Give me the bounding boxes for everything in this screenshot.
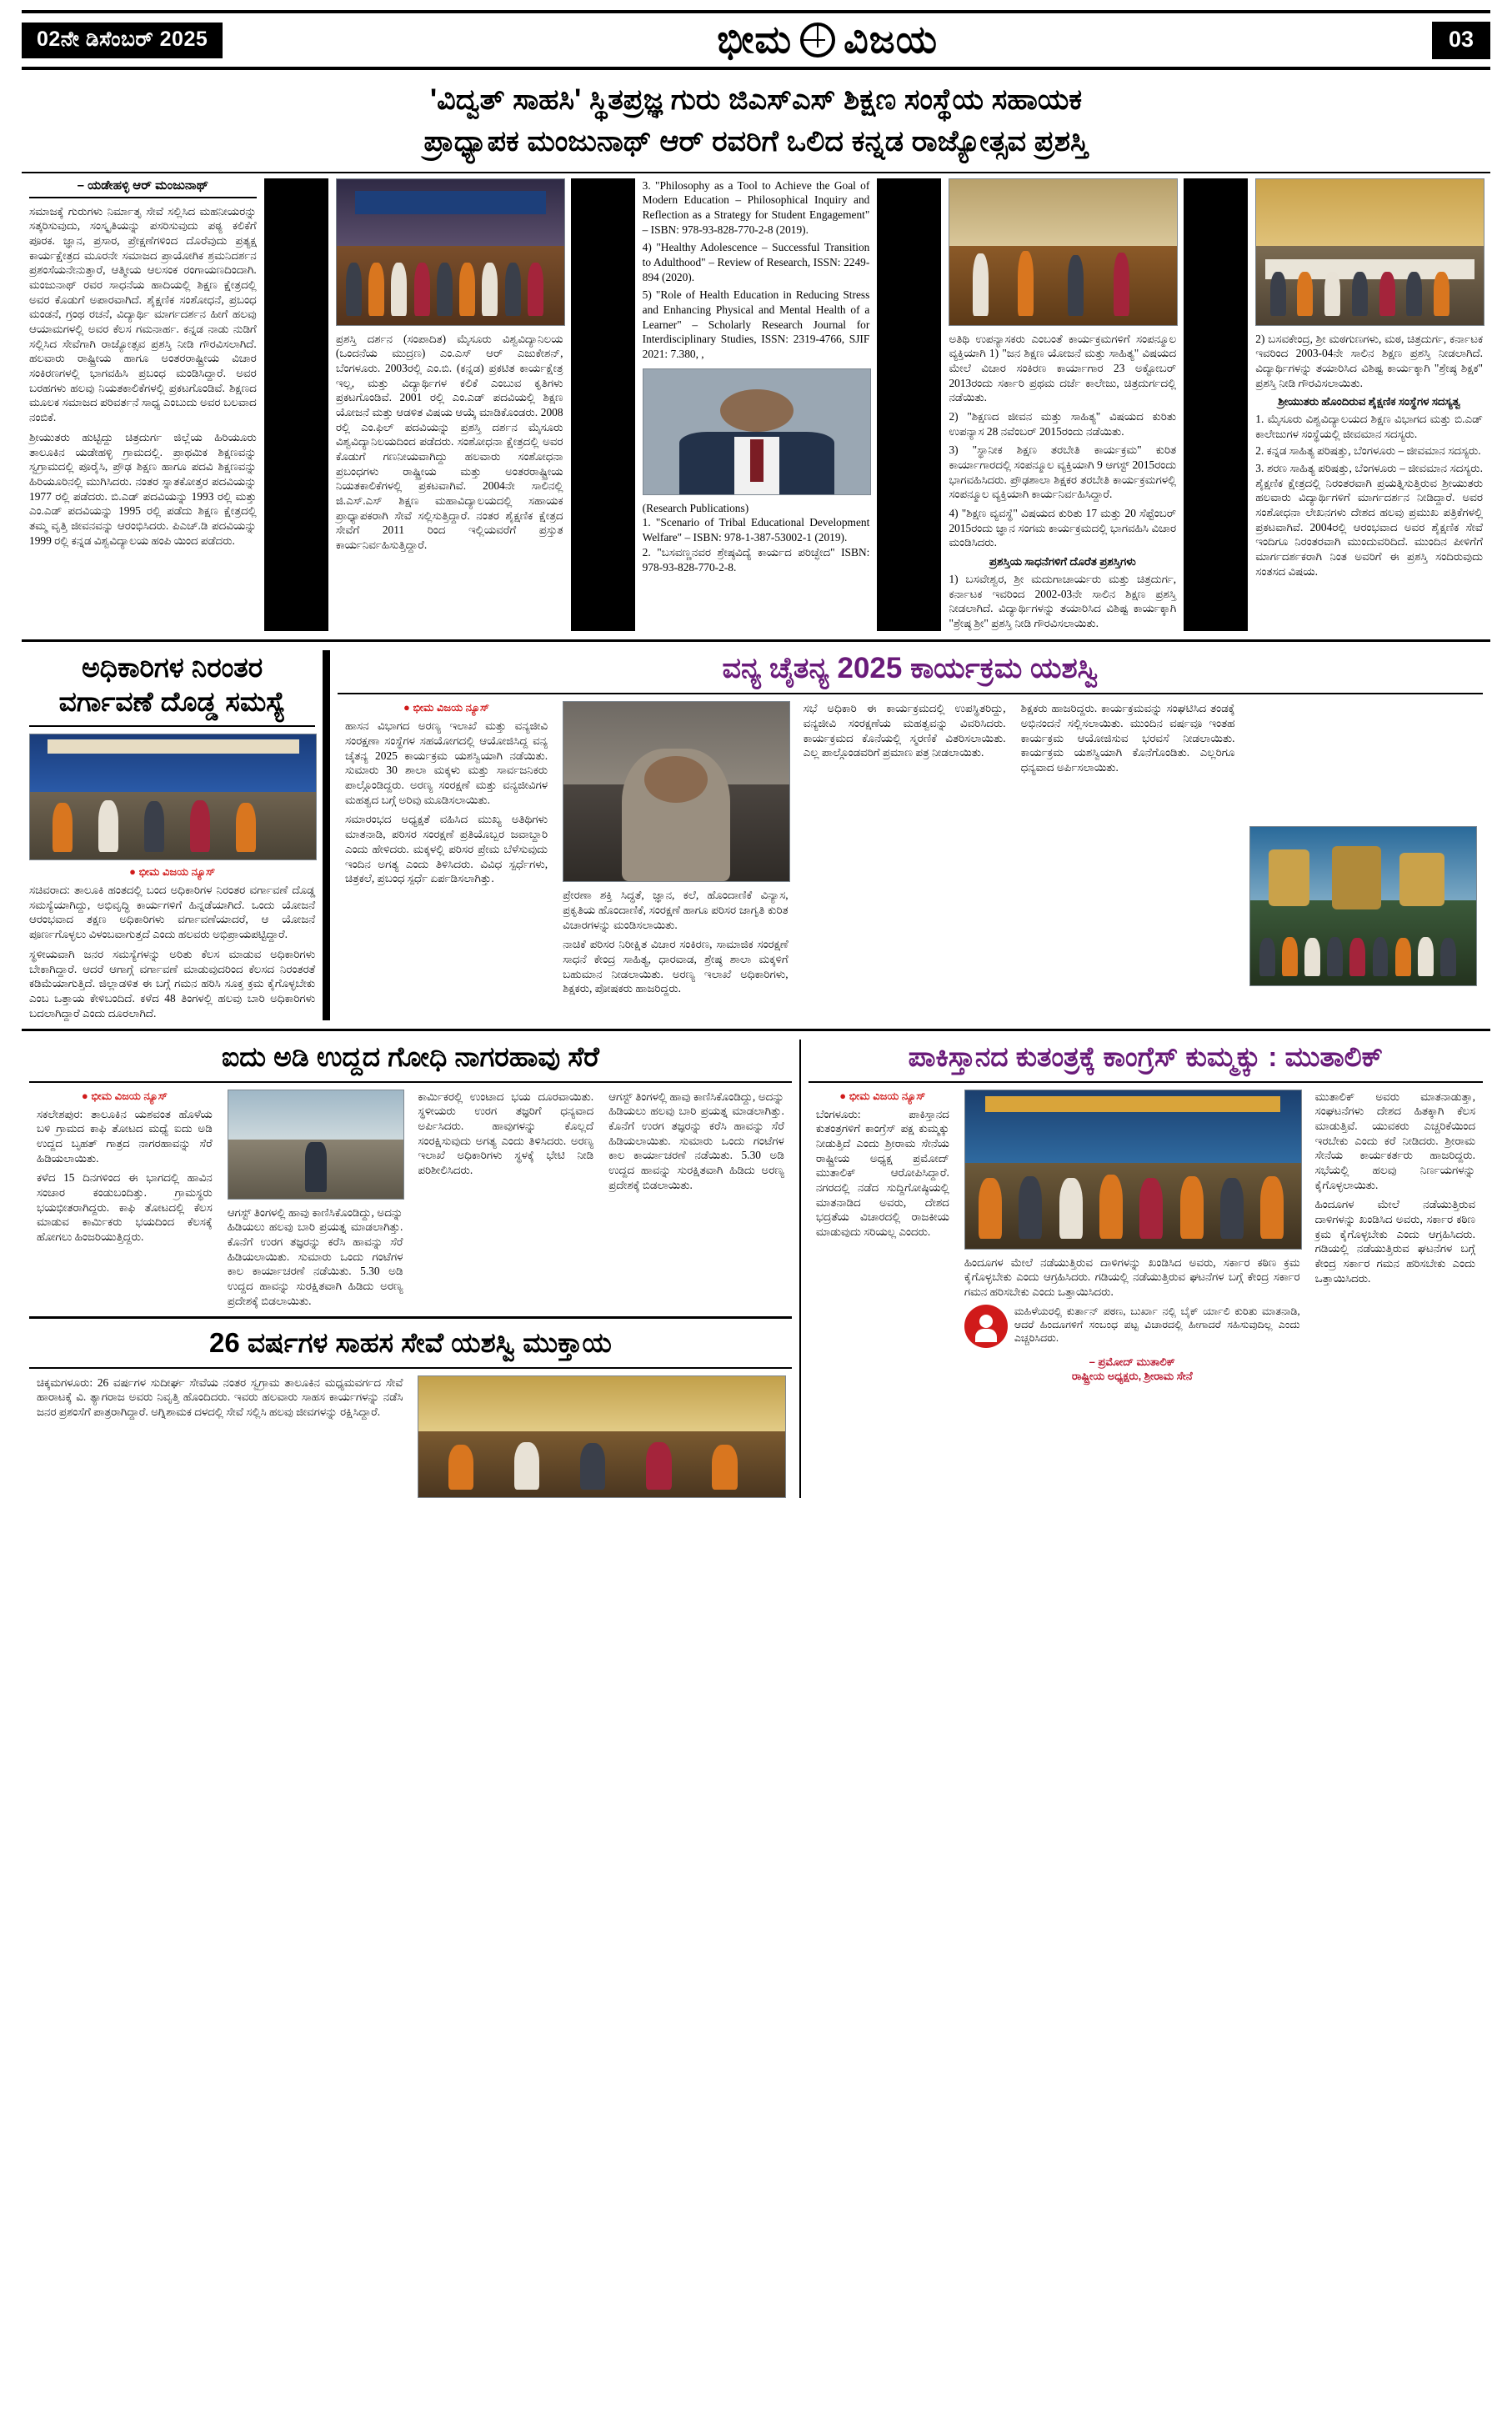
- lead-col5b-text: 1. ಮೈಸೂರು ವಿಶ್ವವಿದ್ಯಾಲಯದ ಶಿಕ್ಷಣ ವಿಭಾಗದ ಮತ್ತು ಬಿ.ಎಡ್ ಕಾಲೇಜುಗಳ ಸಂಸ್ಥೆಯಲ್ಲಿ ಜೀವಮಾನ ಸದಸ್ಯರು.: [1255, 412, 1483, 440]
- professor-portrait-photo: [643, 368, 872, 495]
- section6-signature-name: – ಪ್ರಮೋದ್ ಮುತಾಲಿಕ್: [1089, 1355, 1175, 1368]
- section4-headline: ಐದು ಅಡಿ ಉದ್ದದ ಗೋಧಿ ನಾಗರಹಾವು ಸೆರೆ: [221, 1041, 599, 1073]
- meeting-hall-long-table-photo: [1255, 178, 1484, 326]
- felicitation-garland-photo: [949, 178, 1178, 326]
- bottom-band: [22, 1040, 1490, 1497]
- page-number: 03: [1432, 22, 1490, 59]
- section3-col5-text: ಶಿಕ್ಷಕರು ಹಾಜರಿದ್ದರು. ಕಾರ್ಯಕ್ರಮವನ್ನು ಸಂಘಟಿಸಿದ ತಂಡಕ್ಕೆ ಅಭಿನಂದನೆ ಸಲ್ಲಿಸಲಾಯಿತು. ಮುಂದಿನ ವರ್ಷವೂ ಇಂತಹ ಕಾರ್ಯಕ್ರಮ ಆಯೋಜಿಸುವ ಭರವಸೆ ನೀಡಲಾಯಿತು. ಕಾರ್ಯಕ್ರಮ ಯಶಸ್ವಿಯಾಗಿ ಕೊನೆಗೊಂಡಿತು. ಎಲ್ಲರಿಗೂ ಧನ್ಯವಾದ ಅರ್ಪಿಸಲಾಯಿತು.: [1020, 702, 1235, 774]
- newspaper-title-part2: ವಿಜಯ: [844, 18, 938, 61]
- lead-col4-text: ಅತಿಥಿ ಉಪನ್ಯಾಸಕರು ಎಂಬಂತೆ ಕಾರ್ಯಕ್ರಮಗಳಿಗೆ ಸಂಪನ್ಮೂಲ ವ್ಯಕ್ತಿಯಾಗಿ 1) "ಜನ ಶಿಕ್ಷಣ ಯೋಜನೆ ಮತ್ತು ಸಾಹಿತ್ಯ" ವಿಷಯದ ಮೇಲೆ ವಿಚಾರ ಸಂಕಿರಣ ಕಾರ್ಯಾಗಾರ 23 ಅಕ್ಟೋಬರ್ 2013ರಂದು ಸರ್ಕಾರಿ ಪ್ರಥಮ ದರ್ಜೆ ಕಾಲೇಜು, ಚಿತ್ರದುರ್ಗದಲ್ಲಿ ನಡೆಯಿತು.: [949, 332, 1177, 404]
- ashoka-chakra-icon: [800, 23, 835, 58]
- lead-publication-item-2: 2. "ಬಸವಣ್ಣನವರ ಶ್ರೇಷ್ಠವಿದ್ಯೆ ಕಾರ್ಯದ ಪರಿಚ್ಛೇದ" ISBN: 978-93-828-770-2-8.: [642, 545, 870, 574]
- section6-signature-title: ರಾಷ್ಟ್ರೀಯ ಅಧ್ಯಕ್ಷರು, ಶ್ರೀರಾಮ ಸೇನೆ: [1071, 1370, 1193, 1383]
- section2-col1-text: ಸಚಿವರಾದ: ತಾಲೂಕಿ ಹಂತದಲ್ಲಿ ಬಂದ ಅಧಿಕಾರಿಗಳ ನಿರಂತರ ವರ್ಗಾವಣೆ ದೊಡ್ಡ ಸಮಸ್ಯೆಯಾಗಿದ್ದು, ಅಭಿವೃದ್ಧಿ ಕಾರ್ಯಗಳಿಗೆ ಹಿನ್ನಡೆಯಾಗಿದೆ. ಒಂದು ಯೋಜನೆ ಆರಂಭವಾದ ತಕ್ಷಣ ಅಧಿಕಾರಿಗಳು ವರ್ಗಾವಣೆಯಾದರೆ, ಆ ಯೋಜನೆ ಪೂರ್ಣಗೊಳ್ಳಲು ವಿಳಂಬವಾಗುತ್ತದೆ ಎಂದು ಹಲವರು ಅಭಿಪ್ರಾಯಪಟ್ಟಿದ್ದಾರೆ.: [29, 884, 316, 941]
- section4-col3-dup-text: ಆಗಸ್ಟ್ ತಿಂಗಳಲ್ಲಿ ಹಾವು ಕಾಣಿಸಿಕೊಂಡಿದ್ದು, ಅದನ್ನು ಹಿಡಿಯಲು ಹಲವು ಬಾರಿ ಪ್ರಯತ್ನ ಮಾಡಲಾಗಿತ್ತು. ಕೊನೆಗೆ ಉರಗ ತಜ್ಞರನ್ನು ಕರೆಸಿ ಹಾವನ್ನು ಸೆರೆ ಹಿಡಿಯಲಾಯಿತು. ಸುಮಾರು ಒಂದು ಗಂಟೆಗಳ ಕಾಲ ಕಾರ್ಯಾಚರಣೆ ನಡೆಯಿತು. 5.30 ಅಡಿ ಉದ್ದದ ಹಾವನ್ನು ಸುರಕ್ಷಿತವಾಗಿ ಹಿಡಿದು ಅರಣ್ಯ ಪ್ರದೇಶಕ್ಕೆ ಬಿಡಲಾಯಿತು.: [608, 1090, 784, 1191]
- journalists-union-banner-photo: [29, 734, 317, 860]
- award-ceremony-stage-photo: [336, 178, 565, 326]
- lead-col2-text: ಪ್ರಶಸ್ತಿ ದರ್ಶನ (ಸಂಪಾದಿತ) ಮೈಸೂರು ವಿಶ್ವವಿದ್ಯಾನಿಲಯ (ಒಂದನೆಯ ಮುದ್ರಣ) ಎಂ.ಎಸ್ ಆರ್ ಎಜುಕೇಶನ್, ಬೆಂಗಳೂರು. 2003ರಲ್ಲಿ ಎಂ.ಬಿ. (ಕನ್ನಡ) ಪ್ರಕಟಿತ ಕಾರ್ಯಕ್ಷೇತ್ರ ಇಲ್ಲ, ಮತ್ತು ವಿದ್ಯಾರ್ಥಿಗಳ ಕಲಿಕೆ ಎಂಬುವ ಕೃತಿಗಳು ಪ್ರಕಟಗೊಂಡಿವೆ. 2001 ರಲ್ಲಿ ಎಂ.ಎಡ್ ಪದವಿಯಲ್ಲಿ ಶಿಕ್ಷಣ ಯೋಜನೆ ಮತ್ತು ಆಡಳಿತ ವಿಷಯ ಆಯ್ಕೆ ಮಾಡಿಕೊಂಡರು. 2008 ರಲ್ಲಿ ಎಂ.ಫಿಲ್ ಪದವಿಯನ್ನು ಪ್ರಶಸ್ತಿ ದರ್ಶನ ಮೈಸೂರು ವಿಶ್ವವಿದ್ಯಾನಿಲಯದಿಂದ ಪಡೆದರು. ಸಂಶೋಧನಾ ಕ್ಷೇತ್ರದಲ್ಲಿ ಅವರ ಕೊಡುಗೆ ಗಣನೀಯವಾಗಿದ್ದು ಹಲವಾರು ಸಂಶೋಧನಾ ಪ್ರಬಂಧಗಳು ರಾಷ್ಟ್ರೀಯ ಮತ್ತು ಅಂತರರಾಷ್ಟ್ರೀಯ ನಿಯತಕಾಲಿಕೆಗಳಲ್ಲಿ ಪ್ರಕಟವಾಗಿವೆ. 2004ನೇ ಸಾಲಿನಲ್ಲಿ ಜಿ.ಎಸ್.ಎಸ್ ಶಿಕ್ಷಣ ಮಹಾವಿದ್ಯಾಲಯದಲ್ಲಿ ಸಹಾಯಕ ಪ್ರಾಧ್ಯಾಪಕರಾಗಿ ಸೇವೆ ಸಲ್ಲಿಸುತ್ತಿದ್ದಾರೆ. ನಂತರ ಶೈಕ್ಷಣಿಕ ಕ್ಷೇತ್ರದ ಸೇವೆಗೆ 2011 ರಿಂದ ಇಲ್ಲಿಯವರೆಗೆ ಪ್ರಸ್ತುತ ಕಾರ್ಯನಿರ್ವಹಿಸುತ್ತಿದ್ದಾರೆ.: [335, 332, 563, 552]
- section3-col3b-text: ನಾಚಿಕೆ ಪರಿಸರ ನಿರೀಕ್ಷಿತ ವಿಚಾರ ಸಂಕಿರಣ, ಸಾಮಾಜಿಕ ಸಂರಕ್ಷಣೆ ಸಾಧನೆ ಕೇಂದ್ರ ಸಾಹಿತ್ಯ, ಧಾರವಾಡ, ಶ್ರೇಷ್ಠ ಶಾಲಾ ಮಕ್ಕಳಿಗೆ ಬಹುಮಾನ ನೀಡಲಾಯಿತು. ಅರಣ್ಯ ಇಲಾಖೆ ಅಧಿಕಾರಿಗಳು, ಶಿಕ್ಷಕರು, ಪೋಷಕರು ಹಾಜರಿದ್ದರು.: [563, 938, 789, 995]
- lead-col1-text: ಸಮಾಜಕ್ಕೆ ಗುರುಗಳು ನಿರ್ಮಾತೃ ಸೇವೆ ಸಲ್ಲಿಸಿದ ಮಹನೀಯರನ್ನು ಸತ್ಕರಿಸುವುದು, ಸಂಸ್ಕೃತಿಯನ್ನು ಪಸರಿಸುವುದು ಪಠ್ಯ ಕಲಿಕೆಗೆ ಪೂರಕ. ಜ್ಞಾನ, ಪ್ರಸಾರ, ಪ್ರೇಕ್ಷಣೆಗಳಿಂದ ದೊರೆವುದು ಪ್ರತ್ಯಕ್ಷ ಕಾರ್ಯಕ್ಷೇತ್ರದ ಮೂರನೇ ಸಮಾಜದ ಪ್ರಾಯೋಗಿಕ ಶ್ರಮನಿದರ್ಶನ ಪ್ರಶಂಸೆಯನೇನುತ್ತಾರೆ, ಆತ್ಮೀಯ ಆಲಸಂಕ ರಂಗಾಯಣದಿಂದಾಗಿ. ಮಂಜುನಾಥ್ ರವರ ಸಾಧನೆಯ ಹಾದಿಯಲ್ಲಿ ಶಿಕ್ಷಣ ಕ್ಷೇತ್ರದಲ್ಲಿ ಅವರ ಕೊಡುಗೆ ಅಪಾರವಾಗಿದೆ. ಶೈಕ್ಷಣಿಕ ಸಂಶೋಧನೆ, ಪ್ರಬಂಧ ಮಂಡನೆ, ಗ್ರಂಥ ರಚನೆ, ವಿದ್ಯಾರ್ಥಿ ಮಾರ್ಗದರ್ಶನ ಹೀಗೆ ಹಲವು ಆಯಾಮಗಳಲ್ಲಿ ಅವರ ಕೆಲಸ ಗಮನಾರ್ಹ. ಕನ್ನಡ ನಾಡು ನುಡಿಗೆ ಸಲ್ಲಿಸಿದ ಸೇವೆಗಾಗಿ ರಾಜ್ಯೋತ್ಸವ ಪ್ರಶಸ್ತಿ ನೀಡಿ ಗೌರವಿಸಲಾಗಿದೆ. ಹಲವಾರು ರಾಷ್ಟ್ರೀಯ ಹಾಗೂ ಅಂತರರಾಷ್ಟ್ರೀಯ ವಿಚಾರ ಸಂಕಿರಣಗಳಲ್ಲಿ ಭಾಗವಹಿಸಿ ಪ್ರಬಂಧ ಮಂಡಿಸಿದ್ದಾರೆ. ಅವರ ಬರಹಗಳು ಹಲವು ನಿಯತಕಾಲಿಕೆಗಳಲ್ಲಿ ಪ್ರಕಟಗೊಂಡಿವೆ. ಶಿಕ್ಷಣದ ಮೂಲಕ ಸಮಾಜದ ಪರಿವರ್ತನೆ ಸಾಧ್ಯ ಎಂಬುದು ಅವರ ಬಲವಾದ ನಂಬಿಕೆ.: [29, 204, 257, 424]
- lead-col5c-text: 2. ಕನ್ನಡ ಸಾಹಿತ್ಯ ಪರಿಷತ್ತು, ಬೆಂಗಳೂರು – ಜೀವಮಾನ ಸದಸ್ಯರು.: [1255, 444, 1481, 458]
- section6-col1-text: ಬೆಂಗಳೂರು: ಪಾಕಿಸ್ತಾನದ ಕುತಂತ್ರಗಳಿಗೆ ಕಾಂಗ್ರೆಸ್ ಪಕ್ಷ ಕುಮ್ಮಕ್ಕು ನೀಡುತ್ತಿದೆ ಎಂದು ಶ್ರೀರಾಮ ಸೇನೆಯ ರಾಷ್ಟ್ರೀಯ ಅಧ್ಯಕ್ಷ ಪ್ರಮೋದ್ ಮುತಾಲಿಕ್ ಆರೋಪಿಸಿದ್ದಾರೆ. ನಗರದಲ್ಲಿ ನಡೆದ ಸುದ್ದಿಗೋಷ್ಠಿಯಲ್ಲಿ ಮಾತನಾಡಿದ ಅವರು, ದೇಶದ ಭದ್ರತೆಯ ವಿಚಾರದಲ್ಲಿ ರಾಜಕೀಯ ಮಾಡುವುದು ಸರಿಯಲ್ಲ ಎಂದರು.: [815, 1107, 949, 1238]
- section4-col1-text: ಸಕಲೇಶಪುರ: ತಾಲೂಕಿನ ಯಶವಂತ ಹೊಳೆಯ ಬಳಿ ಗ್ರಾಮದ ಕಾಫಿ ತೋಟದ ಮಧ್ಯೆ ಐದು ಅಡಿ ಉದ್ದದ ಬೃಹತ್ ಗಾತ್ರದ ನಾಗರಹಾವನ್ನು ಸೆರೆ ಹಿಡಿಯಲಾಯಿತು.: [37, 1107, 213, 1165]
- lamp-lighting-ceremony-photo: [964, 1090, 1302, 1250]
- lead-headline-line2: ಪ್ರಾಧ್ಯಾಪಕ ಮಂಜುನಾಥ್ ಆರ್ ರವರಿಗೆ ಒಲಿದ ಕನ್ನಡ ರಾಜ್ಯೋತ್ಸವ ಪ್ರಶಸ್ತಿ: [423, 124, 1089, 158]
- village-road-walking-man-photo: [228, 1090, 405, 1200]
- lead-awards-subhead: ಪ್ರಶಸ್ತಿಯ ಸಾಧನೆಗಳಿಗೆ ದೊರೆತ ಪ್ರಶಸ್ತಿಗಳು: [989, 555, 1136, 569]
- speaker-at-podium-photo: [563, 701, 790, 882]
- section5-col1-text: ಚಿಕ್ಕಮಗಳೂರು: 26 ವರ್ಷಗಳ ಸುದೀರ್ಘ ಸೇವೆಯ ನಂತರ ಸ್ವಗ್ರಾಮ ತಾಲೂಕಿನ ಮಧ್ಯಮವರ್ಗದ ಸೇವೆ ಹಾರಾಟಕ್ಕೆ ವಿ. ತ್ಯಾಗರಾಜ ಅವರು ನಿವೃತ್ತಿ ಹೊಂದಿದರು. ಇವರು ಹಲವಾರು ಸಾಹಸ ಕಾರ್ಯಗಳನ್ನು ನಡೆಸಿ ಜನರ ಪ್ರಶಂಸೆಗೆ ಪಾತ್ರರಾಗಿದ್ದಾರೆ. ಅಗ್ನಿಶಾಮಕ ದಳದಲ್ಲಿ ಸೇವೆ ಸಲ್ಲಿಸಿ ಹಲವು ಜೀವಗಳನ್ನು ರಕ್ಷಿಸಿದ್ದಾರೆ.: [37, 1375, 403, 1418]
- lead-headline-line1: 'ವಿದ್ವತ್ ಸಾಹಸಿ' ಸ್ಥಿತಪ್ರಜ್ಞ ಗುರು ಜಿಎಸ್‌ಎಸ್ ಶಿಕ್ಷಣ ಸಂಸ್ಥೆಯ ಸಹಾಯಕ: [429, 83, 1083, 116]
- section3-col3-text: ಪ್ರೇರಣಾ ಶಕ್ತಿ ಸಿದ್ಧತೆ, ಜ್ಞಾನ, ಕಲೆ, ಹೊಂದಾಣಿಕೆ ವಿನ್ಯಾಸ, ಪ್ರಕೃತಿಯ ಹೊಂದಾಣಿಕೆ, ಸಂರಕ್ಷಣೆ ಹಾಗೂ ಪರಿಸರ ಜಾಗೃತಿ ಕುರಿತ ವಿಚಾರಗಳನ್ನು ಮಂಡಿಸಲಾಯಿತು.: [563, 889, 789, 931]
- section3-credit: ● ಭೀಮ ವಿಜಯ ನ್ಯೂಸ್: [403, 701, 490, 714]
- lead-col4d-text: 4) "ಶಿಕ್ಷಣ ವ್ಯವಸ್ಥೆ" ವಿಷಯದ ಕುರಿತು 17 ಮತ್ತು 20 ಸೆಪ್ಟೆಂಬರ್ 2015ರಂದು ಜ್ಞಾನ ಸಂಗಮ ಕಾರ್ಯಕ್ರಮದಲ್ಲಿ ಭಾಗವಹಿಸಿ ವಿಚಾರ ಮಂಡಿಸಿದರು.: [949, 507, 1177, 549]
- section6-col3b-text: ಹಿಂದೂಗಳ ಮೇಲೆ ನಡೆಯುತ್ತಿರುವ ದಾಳಿಗಳನ್ನು ಖಂಡಿಸಿದ ಅವರು, ಸರ್ಕಾರ ಕಠಿಣ ಕ್ರಮ ಕೈಗೊಳ್ಳಬೇಕು ಎಂದು ಆಗ್ರಹಿಸಿದರು. ಗಡಿಯಲ್ಲಿ ನಡೆಯುತ್ತಿರುವ ಘಟನೆಗಳ ಬಗ್ಗೆ ಕೇಂದ್ರ ಸರ್ಕಾರ ಗಮನ ಹರಿಸಬೇಕು ಎಂದು ಒತ್ತಾಯಿಸಿದರು.: [1314, 1198, 1475, 1285]
- lead-membership-subhead: ಶ್ರೀಯುತರು ಹೊಂದಿರುವ ಶೈಕ್ಷಣಿಕ ಸಂಸ್ಥೆಗಳ ಸದಸ್ಯತ್ವ: [1278, 395, 1461, 408]
- section3-col4-text: ಸಭೆ ಅಧಿಕಾರಿ ಈ ಕಾರ್ಯಕ್ರಮದಲ್ಲಿ ಉಪಸ್ಥಿತರಿದ್ದು, ವನ್ಯಜೀವಿ ಸಂರಕ್ಷಣೆಯ ಮಹತ್ವವನ್ನು ವಿವರಿಸಿದರು. ಕಾರ್ಯಕ್ರಮದ ಕೊನೆಯಲ್ಲಿ ಸ್ಮರಣಿಕೆ ವಿತರಿಸಲಾಯಿತು. ಎಲ್ಲ ಪಾಲ್ಗೊಂಡವರಿಗೆ ಪ್ರಮಾಣ ಪತ್ರ ನೀಡಲಾಯಿತು.: [803, 702, 1006, 759]
- lead-col1b-text: ಶ್ರೀಯುತರು ಹುಟ್ಟಿದ್ದು ಚಿತ್ರದುರ್ಗ ಜಿಲ್ಲೆಯ ಹಿರಿಯೂರು ತಾಲೂಕಿನ ಯಡೇಹಳ್ಳಿ ಗ್ರಾಮದಲ್ಲಿ. ಪ್ರಾಥಮಿಕ ಶಿಕ್ಷಣವನ್ನು ಸ್ವಗ್ರಾಮದಲ್ಲಿ ಪೂರೈಸಿ, ಪ್ರೌಢ ಶಿಕ್ಷಣ ಹಾಗೂ ಪದವಿ ಶಿಕ್ಷಣವನ್ನು ಹಿರಿಯೂರಿನಲ್ಲಿ ಮುಗಿಸಿದರು. ನಂತರ ಸ್ನಾತಕೋತ್ತರ ಪದವಿಯನ್ನು 1977 ರಲ್ಲಿ ಪಡೆದರು. ಬಿ.ಎಡ್ ಪದವಿಯನ್ನು 1993 ರಲ್ಲಿ ಮತ್ತು ಎಂ.ಎಡ್ ಪದವಿಯನ್ನು 1995 ರಲ್ಲಿ ಪಡೆದು ಶಿಕ್ಷಣ ಕ್ಷೇತ್ರದಲ್ಲಿ ತಮ್ಮ ವೃತ್ತಿ ಜೀವನವನ್ನು ಆರಂಭಿಸಿದರು. ಪಿಎಚ್.ಡಿ ಪದವಿಯನ್ನು 1999 ರಲ್ಲಿ ಕನ್ನಡ ವಿಶ್ವವಿದ್ಯಾಲಯ ಹಂಪಿ ಯಿಂದ ಪಡೆದರು.: [29, 430, 257, 547]
- lead-col4c-text: 3) "ಸ್ಥಾನೀಕ ಶಿಕ್ಷಣ ತರಬೇತಿ ಕಾರ್ಯಕ್ರಮ" ಕುರಿತ ಕಾರ್ಯಾಗಾರದಲ್ಲಿ ಸಂಪನ್ಮೂಲ ವ್ಯಕ್ತಿಯಾಗಿ 9 ಆಗಸ್ಟ್ 2015ರಂದು ಭಾಗವಹಿಸಿದರು. ಪ್ರೌಢಶಾಲಾ ಶಿಕ್ಷಕರ ತರಬೇತಿ ಕಾರ್ಯಕ್ರಮಗಳಲ್ಲಿ ಸಂಪನ್ಮೂಲ ವ್ಯಕ್ತಿಯಾಗಿ ಕಾರ್ಯನಿರ್ವಹಿಸಿದ್ದಾರೆ.: [949, 443, 1177, 501]
- section6-credit: ● ಭೀಮ ವಿಜಯ ನ್ಯೂಸ್: [839, 1089, 926, 1102]
- section4-col2-text: ಆಗಸ್ಟ್ ತಿಂಗಳಲ್ಲಿ ಹಾವು ಕಾಣಿಸಿಕೊಂಡಿದ್ದು, ಅದನ್ನು ಹಿಡಿಯಲು ಹಲವು ಬಾರಿ ಪ್ರಯತ್ನ ಮಾಡಲಾಗಿತ್ತು. ಕೊನೆಗೆ ಉರಗ ತಜ್ಞರನ್ನು ಕರೆಸಿ ಹಾವನ್ನು ಸೆರೆ ಹಿಡಿಯಲಾಯಿತು. ಸುಮಾರು ಒಂದು ಗಂಟೆಗಳ ಕಾಲ ಕಾರ್ಯಾಚರಣೆ ನಡೆಯಿತು. 5.30 ಅಡಿ ಉದ್ದದ ಹಾವನ್ನು ಸುರಕ್ಷಿತವಾಗಿ ಹಿಡಿದು ಅರಣ್ಯ ಪ್ರದೇಶಕ್ಕೆ ಬಿಡಲಾಯಿತು.: [227, 1205, 403, 1307]
- section6-col3-text: ಮುತಾಲಿಕ್ ಅವರು ಮಾತನಾಡುತ್ತಾ, ಸಂಘಟನೆಗಳು ದೇಶದ ಹಿತಕ್ಕಾಗಿ ಕೆಲಸ ಮಾಡುತ್ತಿವೆ. ಯುವಕರು ಎಚ್ಚರಿಕೆಯಿಂದ ಇರಬೇಕು ಎಂದು ಕರೆ ನೀಡಿದರು. ಶ್ರೀರಾಮ ಸೇನೆಯ ಕಾರ್ಯಕರ್ತರು ಹಾಜರಿದ್ದರು. ಸಭೆಯಲ್ಲಿ ಹಲವು ನಿರ್ಣಯಗಳನ್ನು ಕೈಗೊಳ್ಳಲಾಯಿತು.: [1314, 1090, 1475, 1191]
- section4-credit: ● ಭೀಮ ವಿಜಯ ನ್ಯೂಸ್: [81, 1089, 168, 1102]
- group-photo-with-backdrop: [1249, 826, 1477, 986]
- section6-photo-caption: ಮಹಿಳೆಯರಲ್ಲಿ ಕುರ್ತಾನ್ ಪಠಣ, ಬುರ್ಖಾ ನಲ್ಲಿ ಬೈಕ್ ರ್ಯಾಲಿ ಕುರಿತು ಮಾತನಾಡಿ, ಆದರೆ ಹಿಂದೂಗಳಿಗೆ ಸಂಬಂಧ ಪಟ್ಟ ವಿಚಾರದಲ್ಲಿ ಹೀಗಾದರೆ ಸಹಿಸುವುದಿಲ್ಲ ಎಂದು ಎಚ್ಚರಿಸಿದರು.: [1014, 1305, 1300, 1345]
- section2-credit: ● ಭೀಮ ವಿಜಯ ನ್ಯೂಸ್: [129, 865, 216, 879]
- lead-col5d-text: 3. ಶರಣ ಸಾಹಿತ್ಯ ಪರಿಷತ್ತು, ಬೆಂಗಳೂರು – ಜೀವಮಾನ ಸದಸ್ಯರು. ಶೈಕ್ಷಣಿಕ ಕ್ಷೇತ್ರದಲ್ಲಿ ನಿರಂತರವಾಗಿ ಪ್ರಯತ್ನಿಸುತ್ತಿರುವ ಶ್ರೀಯುತರು ಹಲವಾರು ವಿದ್ಯಾರ್ಥಿಗಳಿಗೆ ಮಾರ್ಗದರ್ಶನ ನೀಡಿದ್ದಾರೆ. ಅವರ ಸಂಶೋಧನಾ ಲೇಖನಗಳು ದೇಶದ ಹಲವು ಪ್ರಮುಖ ಪತ್ರಿಕೆಗಳಲ್ಲಿ ಪ್ರಕಟವಾಗಿವೆ. 2004ರಲ್ಲಿ ಆರಂಭವಾದ ಅವರ ಶೈಕ್ಷಣಿಕ ಸೇವೆ ಇಂದಿಗೂ ನಿರಂತರವಾಗಿ ಮುಂದುವರಿದಿದೆ. ಮುಂದಿನ ಪೀಳಿಗೆಗೆ ಮಾರ್ಗದರ್ಶಕರಾಗಿ ನಿಂತ ಅವರಿಗೆ ಈ ಪ್ರಶಸ್ತಿ ಸಂದಿರುವುದು ಸಂತಸದ ವಿಷಯ.: [1255, 462, 1483, 578]
- section2-headline-line1: ಅಧಿಕಾರಿಗಳ ನಿರಂತರ: [81, 651, 263, 683]
- middle-band: [22, 650, 1490, 1021]
- lead-col3-research-title: (Research Publications): [642, 501, 749, 514]
- lead-publication-item-4: 4) "Healthy Adolescence – Successful Transition to Adulthood" – Review of Research, ISSN: 2249-894 (2020).: [642, 241, 870, 283]
- section6-col2-text: ಹಿಂದೂಗಳ ಮೇಲೆ ನಡೆಯುತ್ತಿರುವ ದಾಳಿಗಳನ್ನು ಖಂಡಿಸಿದ ಅವರು, ಸರ್ಕಾರ ಕಠಿಣ ಕ್ರಮ ಕೈಗೊಳ್ಳಬೇಕು ಎಂದು ಆಗ್ರಹಿಸಿದರು. ಗಡಿಯಲ್ಲಿ ನಡೆಯುತ್ತಿರುವ ಘಟನೆಗಳ ಬಗ್ಗೆ ಕೇಂದ್ರ ಸರ್ಕಾರ ಗಮನ ಹರಿಸಬೇಕು ಎಂದು ಒತ್ತಾಯಿಸಿದರು.: [964, 1255, 1300, 1298]
- section2-headline-line2: ವರ್ಗಾವಣೆ ದೊಡ್ಡ ಸಮಸ್ಯೆ: [58, 685, 286, 717]
- lead-col5a-text: 2) ಬಸವಕೇಂದ್ರ, ಶ್ರೀ ಮಠಗುಣಗಳು, ಮಠ, ಚಿತ್ರದುರ್ಗ, ಕರ್ನಾಟಕ ಇವರಿಂದ 2003-04ನೇ ಸಾಲಿನ ಶಿಕ್ಷಣ ಪ್ರಶಸ್ತಿ ನೀಡಲಾಗಿದೆ. ವಿದ್ಯಾರ್ಥಿಗಳನ್ನು ತಯಾರಿಸಿದ ವಿಶಿಷ್ಟ ಕಾರ್ಯಕ್ಕಾಗಿ "ಶ್ರೇಷ್ಠ ಶಿಕ್ಷಕ" ಪ್ರಶಸ್ತಿ ನೀಡಿ ಗೌರವಿಸಲಾಯಿತು.: [1255, 332, 1483, 389]
- section6-headline: ಪಾಕಿಸ್ತಾನದ ಕುತಂತ್ರಕ್ಕೆ ಕಾಂಗ್ರೆಸ್ ಕುಮ್ಮಕ್ಕು : ಮುತಾಲಿಕ್: [908, 1041, 1384, 1073]
- felicitation-stage-photo: [418, 1375, 785, 1498]
- section2-col1b-text: ಸ್ಥಳೀಯವಾಗಿ ಜನರ ಸಮಸ್ಯೆಗಳನ್ನು ಅರಿತು ಕೆಲಸ ಮಾಡುವ ಅಧಿಕಾರಿಗಳು ಬೇಕಾಗಿದ್ದಾರೆ. ಆದರೆ ಆಗಾಗ್ಗೆ ವರ್ಗಾವಣೆ ಮಾಡುವುದರಿಂದ ಕೆಲಸದ ನಿರಂತರತೆ ಕಡಿಮೆಯಾಗುತ್ತಿದೆ. ಜಿಲ್ಲಾಡಳಿತ ಈ ಬಗ್ಗೆ ಗಮನ ಹರಿಸಿ ಸೂಕ್ತ ಕ್ರಮ ಕೈಗೊಳ್ಳಬೇಕು ಎಂಬ ಒತ್ತಾಯ ಕೇಳಿಬಂದಿದೆ. ಕಳೆದ 48 ತಿಂಗಳಲ್ಲಿ ಹಲವು ಬಾರಿ ಅಧಿಕಾರಿಗಳು ಬದಲಾಗಿದ್ದಾರೆ ಎಂದು ದೂರಲಾಗಿದೆ.: [29, 947, 316, 1020]
- woman-red-logo-icon: [964, 1305, 1008, 1348]
- lead-publication-item-5: 5) "Role of Health Education in Reducing Stress and Enhancing Physical and Mental Health of a Learner" – Scholarly Research Journal for Interdisciplinary Studies, ISSN: 2319-4766, SJIF 2021: 7.380, ,: [642, 288, 870, 361]
- section5-headline: 26 ವರ್ಷಗಳ ಸಾಹಸ ಸೇವೆ ಯಶಸ್ವಿ ಮುಕ್ತಾಯ: [208, 1327, 612, 1359]
- newspaper-title: [223, 17, 1432, 63]
- issue-date: 02ನೇ ಡಿಸೆಂಬರ್ 2025: [22, 23, 223, 58]
- lead-story-grid: [22, 178, 1490, 631]
- masthead: [22, 10, 1490, 70]
- section3-col1-text: ಹಾಸನ ವಿಭಾಗದ ಅರಣ್ಯ ಇಲಾಖೆ ಮತ್ತು ವನ್ಯಜೀವಿ ಸಂರಕ್ಷಣಾ ಸಂಸ್ಥೆಗಳ ಸಹಯೋಗದಲ್ಲಿ ಆಯೋಜಿಸಿದ್ದ ವನ್ಯ ಚೈತನ್ಯ 2025 ಕಾರ್ಯಕ್ರಮ ಯಶಸ್ವಿಯಾಗಿ ನಡೆಯಿತು. ಸುಮಾರು 30 ಶಾಲಾ ಮಕ್ಕಳು ಮತ್ತು ಸಾರ್ವಜನಿಕರು ಪಾಲ್ಗೊಂಡಿದ್ದರು. ಅರಣ್ಯ ಸಂರಕ್ಷಣೆ ಮತ್ತು ವನ್ಯಜೀವಿಗಳ ಮಹತ್ವದ ಬಗ್ಗೆ ಅರಿವು ಮೂಡಿಸಲಾಯಿತು.: [345, 719, 548, 806]
- section3-headline: ವನ್ಯ ಚೈತನ್ಯ 2025 ಕಾರ್ಯಕ್ರಮ ಯಶಸ್ವಿ: [722, 651, 1099, 684]
- lead-col4f-text: 1) ಬಸವೇಶ್ವರ, ಶ್ರೀ ಮದುಗಾಚಾರ್ಯರು ಮತ್ತು ಚಿತ್ರದುರ್ಗ, ಕರ್ನಾಟಕ ಇವರಿಂದ 2002-03ನೇ ಸಾಲಿನ ಶಿಕ್ಷಣ ಪ್ರಶಸ್ತಿ ನೀಡಲಾಗಿದೆ. ವಿದ್ಯಾರ್ಥಿಗಳನ್ನು ತಯಾರಿಸಿದ ವಿಶಿಷ್ಟ ಕಾರ್ಯಕ್ಕಾಗಿ "ಶ್ರೇಷ್ಠ ಶ್ರೀ" ಪ್ರಶಸ್ತಿ ನೀಡಿ ಗೌರವಿಸಲಾಯಿತು.: [949, 572, 1177, 629]
- section4-col3-text: ಕಾರ್ಮಿಕರಲ್ಲಿ ಉಂಟಾದ ಭಯ ದೂರವಾಯಿತು. ಸ್ಥಳೀಯರು ಉರಗ ತಜ್ಞರಿಗೆ ಧನ್ಯವಾದ ಅರ್ಪಿಸಿದರು. ಹಾವುಗಳನ್ನು ಕೊಲ್ಲದೆ ಸಂರಕ್ಷಿಸುವುದು ಅಗತ್ಯ ಎಂದು ತಿಳಿಸಿದರು. ಅರಣ್ಯ ಇಲಾಖೆ ಅಧಿಕಾರಿಗಳು ಸ್ಥಳಕ್ಕೆ ಭೇಟಿ ನೀಡಿ ಪರಿಶೀಲಿಸಿದರು.: [418, 1090, 594, 1176]
- lead-publication-item-1: 1. "Scenario of Tribal Educational Development Welfare" – ISBN: 978-1-387-53002-1 (2019).: [642, 516, 870, 544]
- newspaper-page: [0, 10, 1512, 2420]
- lead-col4b-text: 2) "ಶಿಕ್ಷಣದ ಜೀವನ ಮತ್ತು ಸಾಹಿತ್ಯ" ವಿಷಯದ ಕುರಿತು ಉಪನ್ಯಾಸ 28 ನವೆಂಬರ್ 2015ರಂದು ನಡೆಯಿತು.: [949, 409, 1177, 438]
- section4-col1b-text: ಕಳೆದ 15 ದಿನಗಳಿಂದ ಈ ಭಾಗದಲ್ಲಿ ಹಾವಿನ ಸಂಚಾರ ಕಂಡುಬಂದಿತ್ತು. ಗ್ರಾಮಸ್ಥರು ಭಯಭೀತರಾಗಿದ್ದರು. ಕಾಫಿ ತೋಟದಲ್ಲಿ ಕೆಲಸ ಮಾಡುವ ಕಾರ್ಮಿಕರು ಭಯದಿಂದ ಕೆಲಸಕ್ಕೆ ಹೋಗಲು ಹಿಂಜರಿಯುತ್ತಿದ್ದರು.: [37, 1171, 213, 1243]
- lead-byline: – ಯಡೇಹಳ್ಳಿ ಆರ್ ಮಂಜುನಾಥ್: [77, 178, 209, 193]
- newspaper-title-part1: ಭೀಮ: [717, 18, 793, 61]
- lead-publication-item-3: 3. "Philosophy as a Tool to Achieve the Goal of Modern Education – Philosophical Inquiry and Reflection as a Strategy for Student Engagement" – ISBN: 978-93-828-770-2-8 (2019).: [642, 178, 870, 236]
- section3-col2-text: ಸಮಾರಂಭದ ಅಧ್ಯಕ್ಷತೆ ವಹಿಸಿದ ಮುಖ್ಯ ಅತಿಥಿಗಳು ಮಾತನಾಡಿ, ಪರಿಸರ ಸಂರಕ್ಷಣೆ ಪ್ರತಿಯೊಬ್ಬರ ಜವಾಬ್ದಾರಿ ಎಂದು ಹೇಳಿದರು. ಮಕ್ಕಳಲ್ಲಿ ಪರಿಸರ ಪ್ರೇಮ ಬೆಳೆಸುವುದು ಇಂದಿನ ಅಗತ್ಯ ಎಂದು ತಿಳಿಸಿದರು. ವಿವಿಧ ಸ್ಪರ್ಧೆಗಳು, ಚಿತ್ರಕಲೆ, ಪ್ರಬಂಧ ಸ್ಪರ್ಧೆ ಏರ್ಪಡಿಸಲಾಗಿತ್ತು.: [345, 813, 548, 885]
